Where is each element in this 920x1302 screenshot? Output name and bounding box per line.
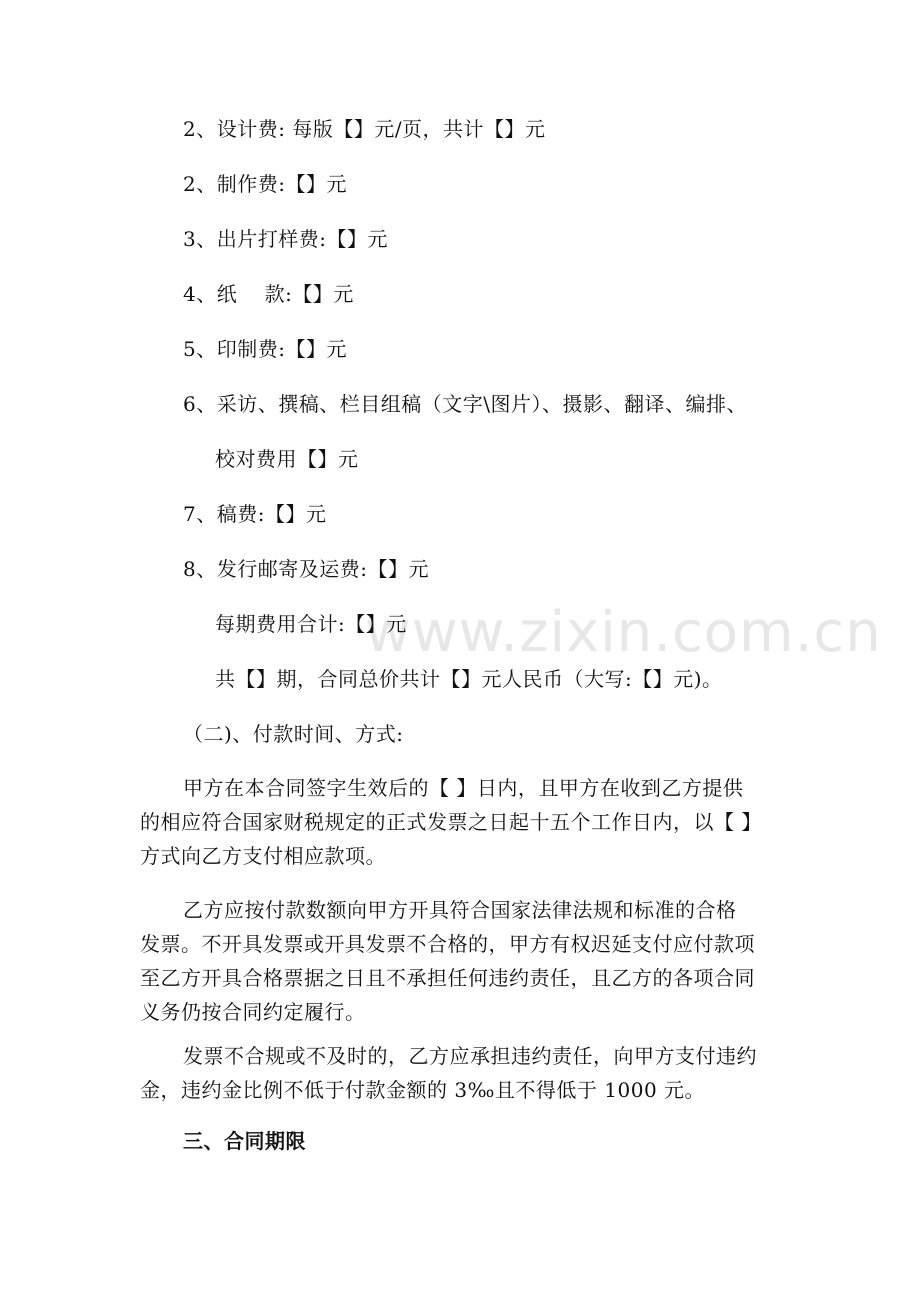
payment-para-line: 方式向乙方支付相应款项。 — [140, 844, 386, 868]
payment-para-line: 的相应符合国家财税规定的正式发票之日起十五个工作日内，以【 】 — [140, 810, 762, 834]
fee-item-editorial: 6、采访、撰稿、栏目组稿（文字\图片）、摄影、翻译、编排、 — [183, 392, 747, 416]
fee-item-proofing: 3、出片打样费:【】元 — [183, 227, 388, 251]
watermark: www.zixin.com.cn — [365, 600, 882, 665]
fee-item-printing: 5、印制费:【】元 — [183, 337, 347, 361]
fee-item-design: 2、设计费: 每版【】元/页，共计【】元 — [183, 117, 546, 141]
fee-item-production: 2、制作费:【】元 — [183, 172, 347, 196]
fee-item-paper: 4、纸 款:【】元 — [183, 282, 354, 306]
penalty-para-line: 金，违约金比例不低于付款金额的 3‰且不得低于 1000 元。 — [140, 1078, 706, 1102]
section-term-heading: 三、合同期限 — [183, 1129, 306, 1153]
per-issue-total: 每期费用合计:【】元 — [215, 612, 407, 636]
payment-para-line: 甲方在本合同签字生效后的【 】日内，且甲方在收到乙方提供 — [183, 776, 744, 800]
penalty-para-line: 发票不合规或不及时的，乙方应承担违约责任，向甲方支付违约 — [183, 1044, 757, 1068]
total-contract-price: 共【】期，合同总价共计【】元人民币（大写:【】元)。 — [215, 667, 723, 691]
invoice-para-line: 发票。不开具发票或开具发票不合格的，甲方有权迟延支付应付款项 — [140, 932, 755, 956]
invoice-para-line: 至乙方开具合格票据之日且不承担任何违约责任，且乙方的各项合同 — [140, 966, 755, 990]
invoice-para-line: 义务仍按合同约定履行。 — [140, 1000, 366, 1024]
fee-item-editorial-cont: 校对费用【】元 — [215, 447, 359, 471]
fee-item-manuscript: 7、稿费:【】元 — [183, 502, 327, 526]
invoice-para-line: 乙方应按付款数额向甲方开具符合国家法律法规和标准的合格 — [183, 898, 737, 922]
fee-item-distribution: 8、发行邮寄及运费:【】元 — [183, 557, 429, 581]
section-payment-heading: （二)、付款时间、方式: — [183, 722, 404, 746]
